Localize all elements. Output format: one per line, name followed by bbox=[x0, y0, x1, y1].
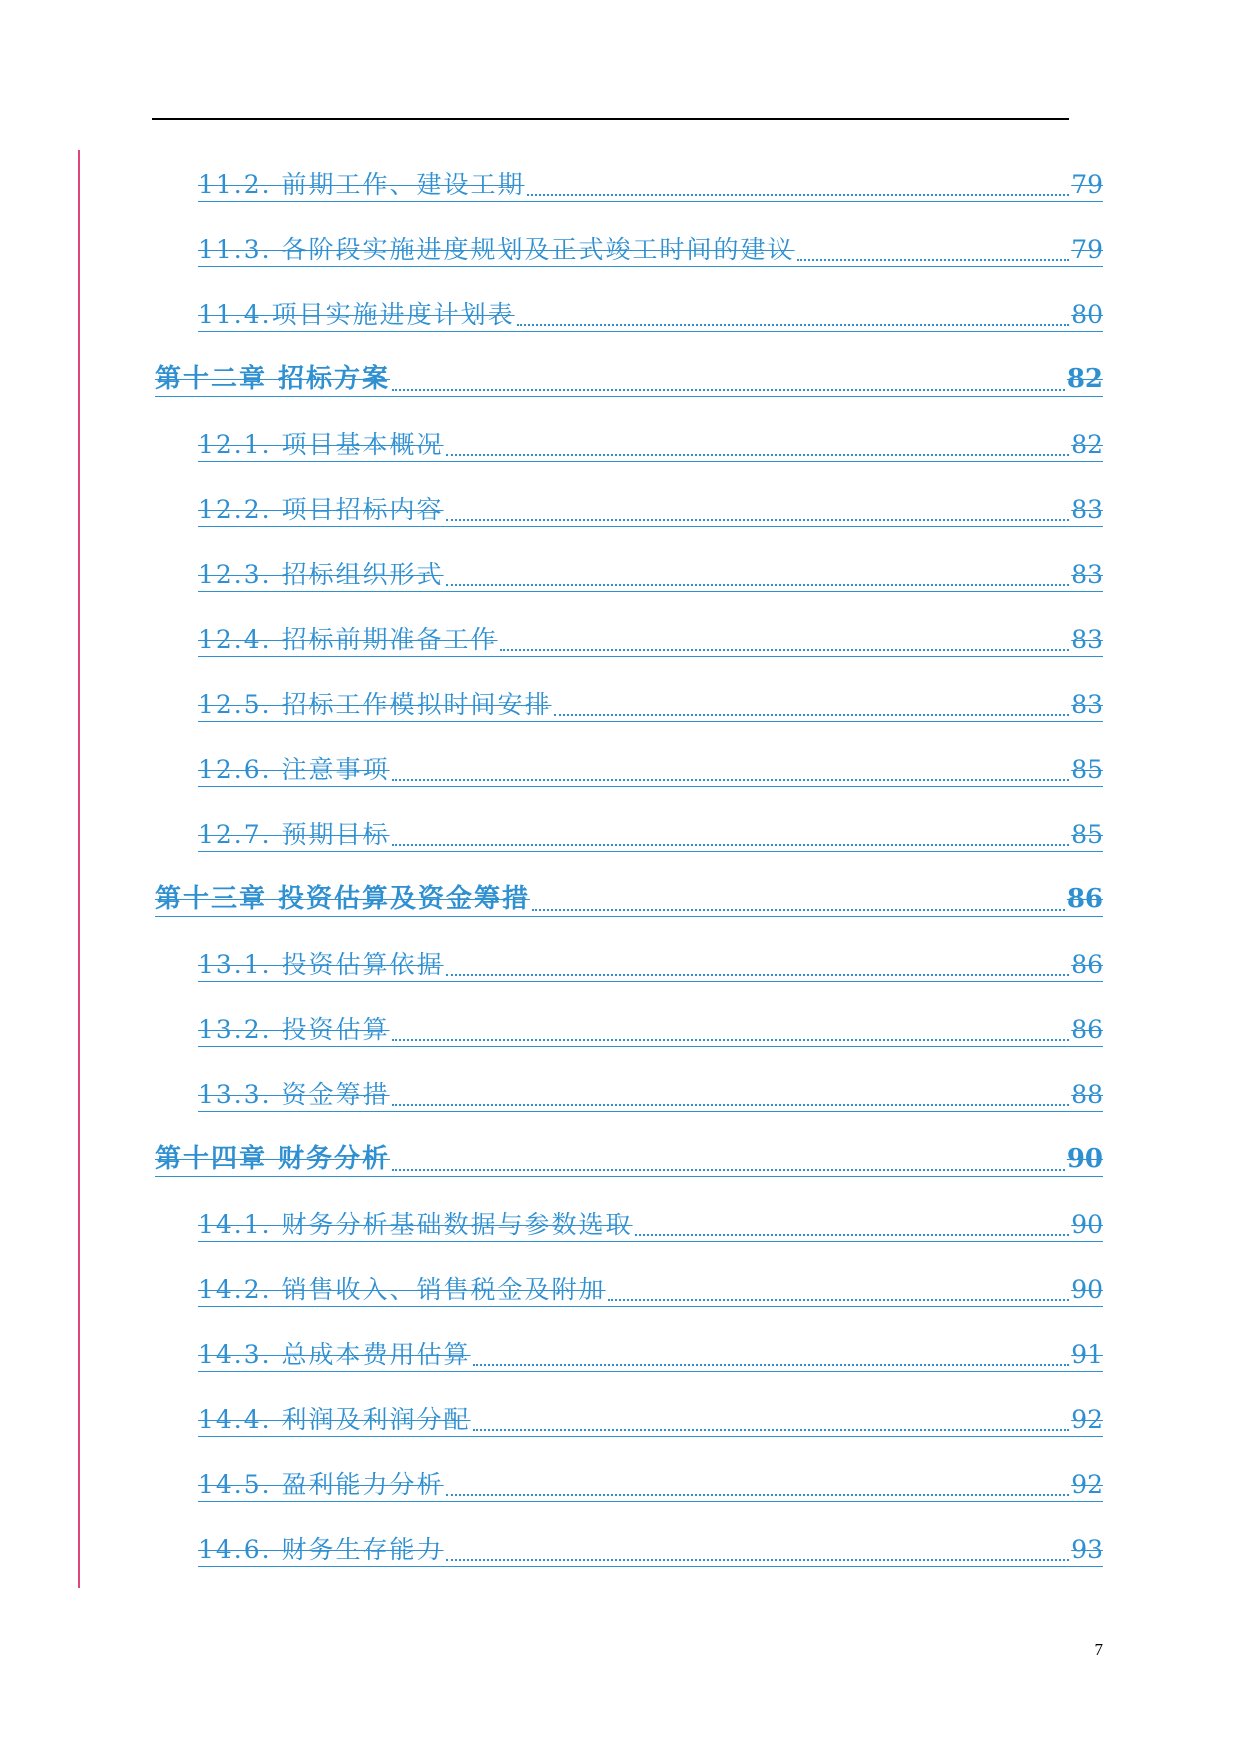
toc-entry-page: 88 bbox=[1071, 1080, 1103, 1109]
toc-leader-dots bbox=[446, 1494, 1070, 1496]
toc-entry-page: 90 bbox=[1071, 1210, 1103, 1239]
toc-entry-label: 12.1. 项目基本概况 bbox=[198, 430, 444, 459]
toc-entry[interactable] bbox=[198, 1266, 1103, 1307]
toc-entry-page: 82 bbox=[1066, 364, 1103, 394]
toc-entry-label: 14.3. 总成本费用估算 bbox=[198, 1340, 471, 1369]
toc-leader-dots bbox=[446, 519, 1070, 521]
toc-entry-label: 14.6. 财务生存能力 bbox=[198, 1535, 444, 1564]
toc-entry-page: 85 bbox=[1071, 755, 1103, 784]
toc-leader-dots bbox=[392, 1169, 1065, 1171]
toc-entry[interactable] bbox=[198, 421, 1103, 462]
toc-entry-label: 13.2. 投资估算 bbox=[198, 1015, 390, 1044]
toc-entry-label: 12.7. 预期目标 bbox=[198, 820, 390, 849]
toc-entry-page: 86 bbox=[1071, 1015, 1103, 1044]
toc-entry-page: 79 bbox=[1071, 170, 1103, 199]
toc-entry-page: 90 bbox=[1071, 1275, 1103, 1304]
toc-leader-dots bbox=[500, 649, 1070, 651]
toc-entry-page: 79 bbox=[1071, 235, 1103, 264]
toc-entry-page: 83 bbox=[1071, 625, 1103, 654]
toc-entry[interactable] bbox=[198, 226, 1103, 267]
toc-entry[interactable] bbox=[198, 486, 1103, 527]
toc-entry-page: 83 bbox=[1071, 690, 1103, 719]
toc-entry-page: 83 bbox=[1071, 495, 1103, 524]
toc-entry-label: 第十四章 财务分析 bbox=[155, 1144, 391, 1174]
toc-entry-label: 第十二章 招标方案 bbox=[155, 364, 391, 394]
toc-entry[interactable] bbox=[198, 1461, 1103, 1502]
toc-entry-label: 12.5. 招标工作模拟时间安排 bbox=[198, 690, 552, 719]
toc-entry-page: 92 bbox=[1071, 1470, 1103, 1499]
toc-leader-dots bbox=[392, 389, 1065, 391]
toc-entry-page: 86 bbox=[1071, 950, 1103, 979]
toc-entry-label: 12.4. 招标前期准备工作 bbox=[198, 625, 498, 654]
toc-entry[interactable] bbox=[198, 746, 1103, 787]
toc-entry[interactable] bbox=[198, 1006, 1103, 1047]
toc-entry-label: 12.6. 注意事项 bbox=[198, 755, 390, 784]
toc-leader-dots bbox=[446, 1559, 1070, 1561]
toc-entry-page: 83 bbox=[1071, 560, 1103, 589]
toc-entry-label: 11.4.项目实施进度计划表 bbox=[198, 300, 515, 329]
toc-leader-dots bbox=[446, 974, 1070, 976]
toc-entry-page: 86 bbox=[1066, 884, 1103, 914]
toc-entry[interactable] bbox=[198, 1526, 1103, 1567]
toc-entry-label: 第十三章 投资估算及资金筹措 bbox=[155, 884, 531, 914]
toc-entry[interactable] bbox=[198, 1201, 1103, 1242]
toc-entry-page: 80 bbox=[1071, 300, 1103, 329]
toc-leader-dots bbox=[797, 259, 1070, 261]
toc-leader-dots bbox=[473, 1364, 1070, 1366]
toc-entry[interactable] bbox=[198, 941, 1103, 982]
toc-chapter-entry[interactable] bbox=[155, 1136, 1103, 1177]
toc-entry-label: 11.2. 前期工作、建设工期 bbox=[198, 170, 525, 199]
page-number: 7 bbox=[1094, 1640, 1103, 1659]
toc-leader-dots bbox=[446, 454, 1070, 456]
toc-entry-page: 93 bbox=[1071, 1535, 1103, 1564]
toc-entry[interactable] bbox=[198, 161, 1103, 202]
toc-entry[interactable] bbox=[198, 1071, 1103, 1112]
toc-leader-dots bbox=[635, 1234, 1070, 1236]
toc-entry-label: 12.3. 招标组织形式 bbox=[198, 560, 444, 589]
toc-entry-page: 82 bbox=[1071, 430, 1103, 459]
toc-entry-label: 14.2. 销售收入、销售税金及附加 bbox=[198, 1275, 606, 1304]
toc-entry[interactable] bbox=[198, 616, 1103, 657]
toc-entry[interactable] bbox=[198, 291, 1103, 332]
toc-entry[interactable] bbox=[198, 551, 1103, 592]
toc-leader-dots bbox=[554, 714, 1070, 716]
toc-entry[interactable] bbox=[198, 681, 1103, 722]
toc-leader-dots bbox=[527, 194, 1070, 196]
toc-entry-page: 90 bbox=[1066, 1144, 1103, 1174]
toc-entry-label: 13.3. 资金筹措 bbox=[198, 1080, 390, 1109]
toc-leader-dots bbox=[532, 909, 1065, 911]
toc-leader-dots bbox=[517, 324, 1070, 326]
toc-leader-dots bbox=[392, 1039, 1070, 1041]
toc-entry-page: 85 bbox=[1071, 820, 1103, 849]
toc-entry-label: 13.1. 投资估算依据 bbox=[198, 950, 444, 979]
toc-entry-label: 12.2. 项目招标内容 bbox=[198, 495, 444, 524]
toc-leader-dots bbox=[608, 1299, 1070, 1301]
toc-leader-dots bbox=[392, 844, 1070, 846]
toc-entry-label: 11.3. 各阶段实施进度规划及正式竣工时间的建议 bbox=[198, 235, 795, 264]
toc-leader-dots bbox=[473, 1429, 1070, 1431]
toc-leader-dots bbox=[392, 1104, 1070, 1106]
toc-entry-label: 14.1. 财务分析基础数据与参数选取 bbox=[198, 1210, 633, 1239]
toc-leader-dots bbox=[392, 779, 1070, 781]
toc-entry-label: 14.4. 利润及利润分配 bbox=[198, 1405, 471, 1434]
toc-entry-label: 14.5. 盈利能力分析 bbox=[198, 1470, 444, 1499]
toc-entry-page: 92 bbox=[1071, 1405, 1103, 1434]
toc-entry[interactable] bbox=[198, 811, 1103, 852]
toc-entry[interactable] bbox=[198, 1331, 1103, 1372]
toc-chapter-entry[interactable] bbox=[155, 356, 1103, 397]
toc-entry-page: 91 bbox=[1071, 1340, 1103, 1369]
toc-leader-dots bbox=[446, 584, 1070, 586]
toc-chapter-entry[interactable] bbox=[155, 876, 1103, 917]
toc-entry[interactable] bbox=[198, 1396, 1103, 1437]
